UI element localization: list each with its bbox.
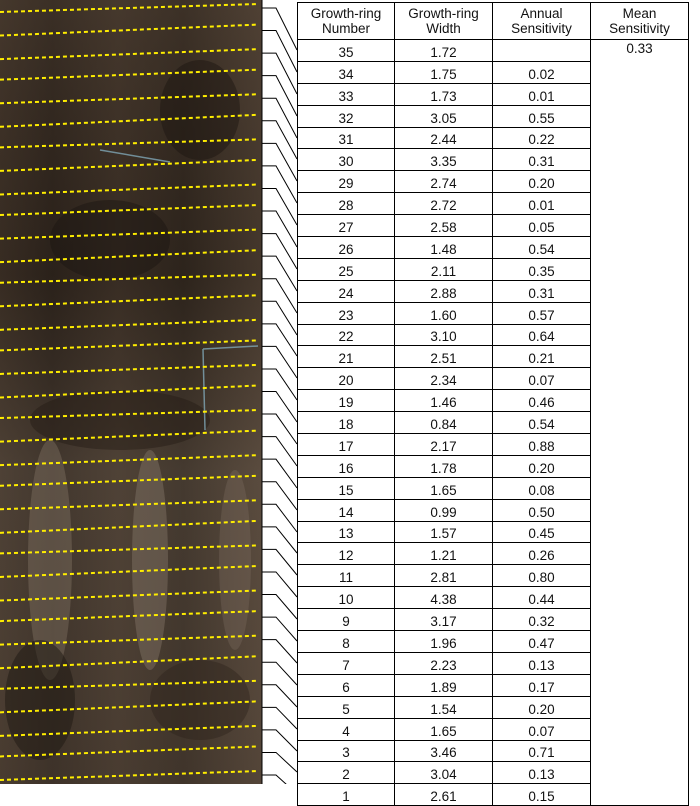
cell-sensitivity: 0.08 xyxy=(493,477,591,499)
leader-line xyxy=(262,256,297,291)
cell-width: 1.96 xyxy=(395,631,493,653)
cell-number: 30 xyxy=(298,149,395,171)
cell-number: 34 xyxy=(298,61,395,83)
cell-width: 2.74 xyxy=(395,171,493,193)
cell-width: 3.17 xyxy=(395,609,493,631)
cell-width: 1.75 xyxy=(395,61,493,83)
cell-width: 1.60 xyxy=(395,302,493,324)
cell-sensitivity: 0.32 xyxy=(493,609,591,631)
cell-number: 14 xyxy=(298,499,395,521)
cell-number: 20 xyxy=(298,368,395,390)
leader-line xyxy=(262,482,297,510)
cell-width: 2.11 xyxy=(395,258,493,280)
leader-line xyxy=(262,31,297,72)
cell-sensitivity: 0.55 xyxy=(493,105,591,127)
cell-sensitivity: 0.22 xyxy=(493,127,591,149)
header-mean-sensitivity: Mean Sensitivity xyxy=(591,3,689,40)
cell-width: 1.89 xyxy=(395,674,493,696)
leader-line xyxy=(262,617,297,641)
table-row xyxy=(298,40,689,62)
cell-width: 2.72 xyxy=(395,193,493,215)
cell-number: 11 xyxy=(298,565,395,587)
cell-number: 22 xyxy=(298,324,395,346)
cell-sensitivity: 0.45 xyxy=(493,521,591,543)
cell-width: 3.46 xyxy=(395,740,493,762)
cell-sensitivity: 0.80 xyxy=(493,565,591,587)
cell-width: 2.44 xyxy=(395,127,493,149)
leader-line xyxy=(262,549,297,575)
cell-number: 13 xyxy=(298,521,395,543)
cell-width: 1.54 xyxy=(395,696,493,718)
cell-number: 27 xyxy=(298,215,395,237)
leader-line xyxy=(262,752,297,772)
cell-width: 1.72 xyxy=(395,40,493,62)
cell-sensitivity: 0.44 xyxy=(493,587,591,609)
cell-width: 1.21 xyxy=(395,543,493,565)
cell-sensitivity: 0.15 xyxy=(493,784,591,806)
cell-sensitivity: 0.01 xyxy=(493,83,591,105)
cell-width: 1.65 xyxy=(395,718,493,740)
cell-sensitivity: 0.35 xyxy=(493,258,591,280)
leader-line xyxy=(262,279,297,313)
leader-line xyxy=(262,775,297,784)
cell-sensitivity: 0.17 xyxy=(493,674,591,696)
cell-width: 1.78 xyxy=(395,455,493,477)
cell-width: 1.57 xyxy=(395,521,493,543)
cell-width: 1.73 xyxy=(395,83,493,105)
leader-line xyxy=(262,369,297,400)
cell-sensitivity: 0.13 xyxy=(493,652,591,674)
cell-number: 2 xyxy=(298,762,395,784)
cell-number: 31 xyxy=(298,127,395,149)
cell-number: 5 xyxy=(298,696,395,718)
cell-width: 0.99 xyxy=(395,499,493,521)
cell-sensitivity: 0.02 xyxy=(493,61,591,83)
cell-sensitivity: 0.31 xyxy=(493,280,591,302)
growth-ring-table xyxy=(297,2,689,806)
cell-number: 12 xyxy=(298,543,395,565)
cell-width: 2.58 xyxy=(395,215,493,237)
cell-width: 1.65 xyxy=(395,477,493,499)
cell-sensitivity: 0.20 xyxy=(493,455,591,477)
cell-number: 7 xyxy=(298,652,395,674)
leader-line xyxy=(262,392,297,423)
cell-sensitivity: 0.54 xyxy=(493,412,591,434)
cell-number: 18 xyxy=(298,412,395,434)
cell-sensitivity: 0.07 xyxy=(493,368,591,390)
cell-number: 28 xyxy=(298,193,395,215)
leader-line xyxy=(262,662,297,685)
cell-number: 3 xyxy=(298,740,395,762)
leader-line xyxy=(262,76,297,116)
cell-sensitivity: 0.71 xyxy=(493,740,591,762)
cell-number: 29 xyxy=(298,171,395,193)
cell-number: 19 xyxy=(298,390,395,412)
cell-mean-sensitivity: 0.33 xyxy=(591,40,689,806)
cell-width: 1.46 xyxy=(395,390,493,412)
leader-line xyxy=(262,595,297,619)
cell-sensitivity: 0.46 xyxy=(493,390,591,412)
cell-width: 3.10 xyxy=(395,324,493,346)
cell-sensitivity: 0.05 xyxy=(493,215,591,237)
leader-line xyxy=(262,121,297,159)
leader-line xyxy=(262,685,297,707)
cell-width: 2.23 xyxy=(395,652,493,674)
cell-width: 2.51 xyxy=(395,346,493,368)
cell-sensitivity: 0.54 xyxy=(493,237,591,259)
leader-line xyxy=(262,437,297,466)
table-header-row xyxy=(298,3,689,40)
cell-width: 2.81 xyxy=(395,565,493,587)
cell-sensitivity: 0.01 xyxy=(493,193,591,215)
cell-sensitivity: 0.20 xyxy=(493,696,591,718)
cell-width: 3.04 xyxy=(395,762,493,784)
leader-line xyxy=(262,730,297,751)
cell-width: 3.05 xyxy=(395,105,493,127)
cell-sensitivity: 0.20 xyxy=(493,171,591,193)
cell-sensitivity: 0.31 xyxy=(493,149,591,171)
cell-number: 10 xyxy=(298,587,395,609)
cell-number: 6 xyxy=(298,674,395,696)
cell-number: 4 xyxy=(298,718,395,740)
header-growth-ring-width: Growth-ring Width xyxy=(395,3,493,40)
cell-number: 9 xyxy=(298,609,395,631)
cell-number: 33 xyxy=(298,83,395,105)
cell-number: 15 xyxy=(298,477,395,499)
leader-line xyxy=(262,640,297,663)
cell-number: 1 xyxy=(298,784,395,806)
cell-number: 8 xyxy=(298,631,395,653)
cell-number: 21 xyxy=(298,346,395,368)
cell-sensitivity: 0.47 xyxy=(493,631,591,653)
cell-sensitivity: 0.88 xyxy=(493,434,591,456)
cell-number: 23 xyxy=(298,302,395,324)
cell-number: 25 xyxy=(298,258,395,280)
cell-width: 2.88 xyxy=(395,280,493,302)
header-annual-sensitivity: Annual Sensitivity xyxy=(493,3,591,40)
leader-line xyxy=(262,707,297,729)
leader-line xyxy=(262,98,297,138)
cell-sensitivity: 0.26 xyxy=(493,543,591,565)
cell-sensitivity: 0.64 xyxy=(493,324,591,346)
cell-sensitivity: 0.57 xyxy=(493,302,591,324)
leader-line xyxy=(262,459,297,488)
cell-width: 2.17 xyxy=(395,434,493,456)
leader-line xyxy=(262,414,297,444)
leader-line xyxy=(262,572,297,597)
cell-sensitivity: 0.07 xyxy=(493,718,591,740)
header-growth-ring-number: Growth-ring Number xyxy=(298,3,395,40)
cell-width: 4.38 xyxy=(395,587,493,609)
leader-line xyxy=(262,8,297,50)
cell-number: 16 xyxy=(298,455,395,477)
cell-sensitivity: 0.13 xyxy=(493,762,591,784)
cell-number: 24 xyxy=(298,280,395,302)
cell-width: 1.48 xyxy=(395,237,493,259)
cell-number: 26 xyxy=(298,237,395,259)
leader-line xyxy=(262,53,297,94)
cell-sensitivity: 0.21 xyxy=(493,346,591,368)
cell-width: 2.61 xyxy=(395,784,493,806)
cell-width: 2.34 xyxy=(395,368,493,390)
cell-number: 32 xyxy=(298,105,395,127)
cell-number: 17 xyxy=(298,434,395,456)
cell-sensitivity xyxy=(493,40,591,62)
cell-sensitivity: 0.50 xyxy=(493,499,591,521)
cell-width: 0.84 xyxy=(395,412,493,434)
cell-number: 35 xyxy=(298,40,395,62)
cell-width: 3.35 xyxy=(395,149,493,171)
leader-line xyxy=(262,504,297,532)
